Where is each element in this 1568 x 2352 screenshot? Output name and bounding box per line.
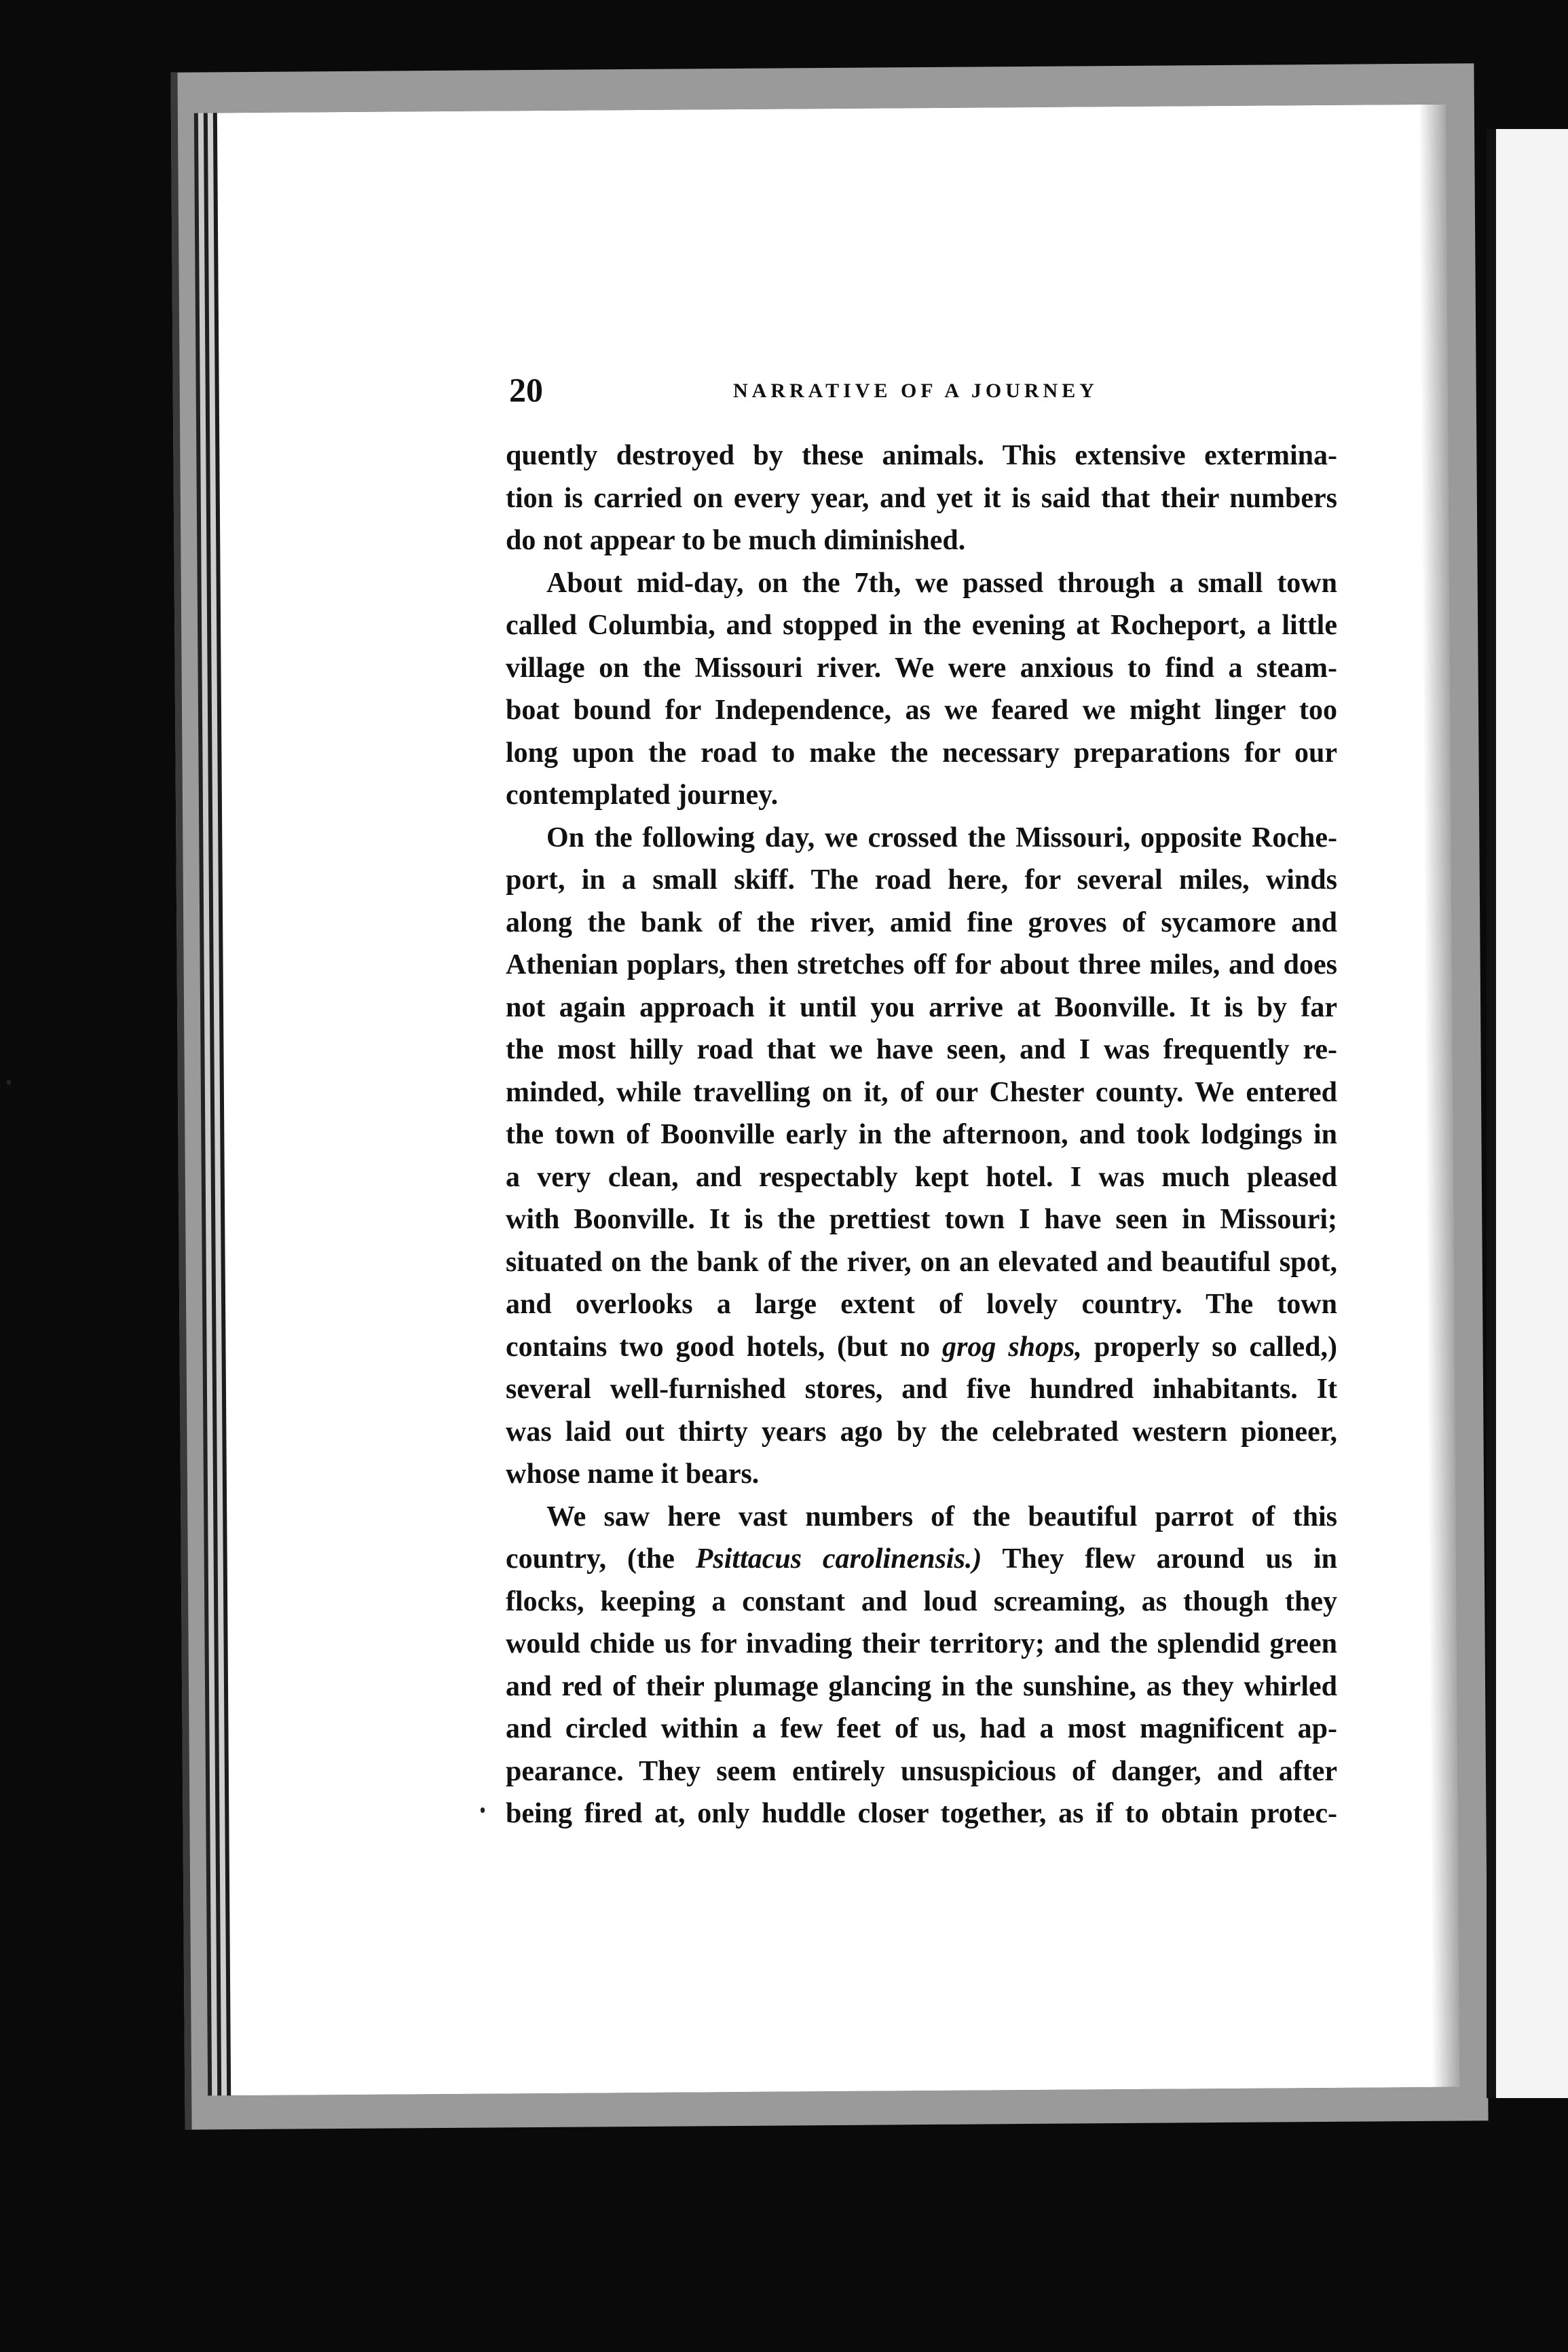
text-line: We saw here vast numbers of the beautiful parrot of this (546, 1501, 1337, 1532)
margin-mark (481, 1807, 485, 1813)
text-line: along the bank of the river, amid fine groves of sycamore and (506, 906, 1337, 938)
text-fragment: contains two good hotels, (but no (506, 1331, 931, 1363)
text-line: and overlooks a large extent of lovely country. The town (506, 1289, 1337, 1320)
paragraph-3 (506, 817, 1337, 1496)
text-line: contemplated journey. (506, 779, 779, 811)
text-line: flocks, keeping a constant and loud screaming, as though they (506, 1585, 1337, 1617)
text-line: would chide us for invading their territory; and the splendid green (506, 1628, 1337, 1659)
text-line: quently destroyed by these animals. This extensive extermina- (506, 440, 1337, 471)
text-fragment: country, (the (506, 1543, 675, 1575)
running-head: NARRATIVE OF A JOURNEY (733, 380, 1098, 402)
page-header (509, 370, 1330, 418)
text-line: boat bound for Independence, as we feared we might linger too (506, 695, 1337, 726)
text-line: tion is carried on every year, and yet it is said that their numbers (506, 482, 1337, 514)
italic-species-name: Psittacus carolinensis.) (695, 1543, 982, 1575)
text-fragment: They flew around us in (1002, 1543, 1337, 1575)
text-line: was laid out thirty years ago by the celebrated western pioneer, (506, 1416, 1337, 1448)
text-line-with-italic (506, 1538, 1337, 1581)
text-line: minded, while travelling on it, of our Chester county. We entered (506, 1076, 1337, 1108)
text-line: village on the Missouri river. We were anxious to find a steam- (506, 652, 1337, 684)
text-line: About mid-day, on the 7th, we passed through a small town (546, 567, 1337, 599)
text-line: not again approach it until you arrive at Boonville. It is by far (506, 991, 1337, 1023)
text-line-with-italic (506, 1326, 1337, 1369)
text-line: the most hilly road that we have seen, and I was frequently re- (506, 1034, 1337, 1065)
text-line: pearance. They seem entirely unsuspicious of danger, and after (506, 1755, 1337, 1787)
text-line: do not appear to be much diminished. (506, 525, 966, 556)
paragraph-1 (506, 435, 1337, 562)
body-text (506, 435, 1337, 1835)
italic-phrase: grog shops, (942, 1331, 1082, 1363)
text-line: being fired at, only huddle closer together, as if to obtain protec- (506, 1798, 1337, 1829)
text-line: with Boonville. It is the prettiest town I have seen in Missouri; (506, 1204, 1337, 1235)
margin-mark (7, 1080, 11, 1085)
text-line: and circled within a few feet of us, had a most magnificent ap- (506, 1713, 1337, 1744)
text-line: a very clean, and respectably kept hotel. I was much pleased (506, 1161, 1337, 1193)
text-line: called Columbia, and stopped in the evening at Rocheport, a little (506, 610, 1337, 641)
text-line: situated on the bank of the river, on an elevated and beautiful spot, (506, 1246, 1337, 1278)
text-line: On the following day, we crossed the Missouri, opposite Roche- (546, 822, 1337, 853)
text-fragment: properly so called,) (1094, 1331, 1337, 1363)
text-line: Athenian poplars, then stretches off for about three miles, and does (506, 949, 1337, 980)
facing-page-edge (1487, 129, 1568, 2098)
text-line: the town of Boonville early in the afternoon, and took lodgings in (506, 1119, 1337, 1150)
text-line: long upon the road to make the necessary preparations for our (506, 737, 1337, 769)
page-number: 20 (509, 371, 543, 409)
text-line: and red of their plumage glancing in the sunshine, as they whirled (506, 1670, 1337, 1702)
text-line: several well-furnished stores, and five hundred inhabitants. It (506, 1374, 1337, 1405)
paragraph-4 (506, 1496, 1337, 1835)
text-line: port, in a small skiff. The road here, for several miles, winds (506, 864, 1337, 896)
text-line: whose name it bears. (506, 1458, 760, 1490)
paragraph-2 (506, 562, 1337, 817)
